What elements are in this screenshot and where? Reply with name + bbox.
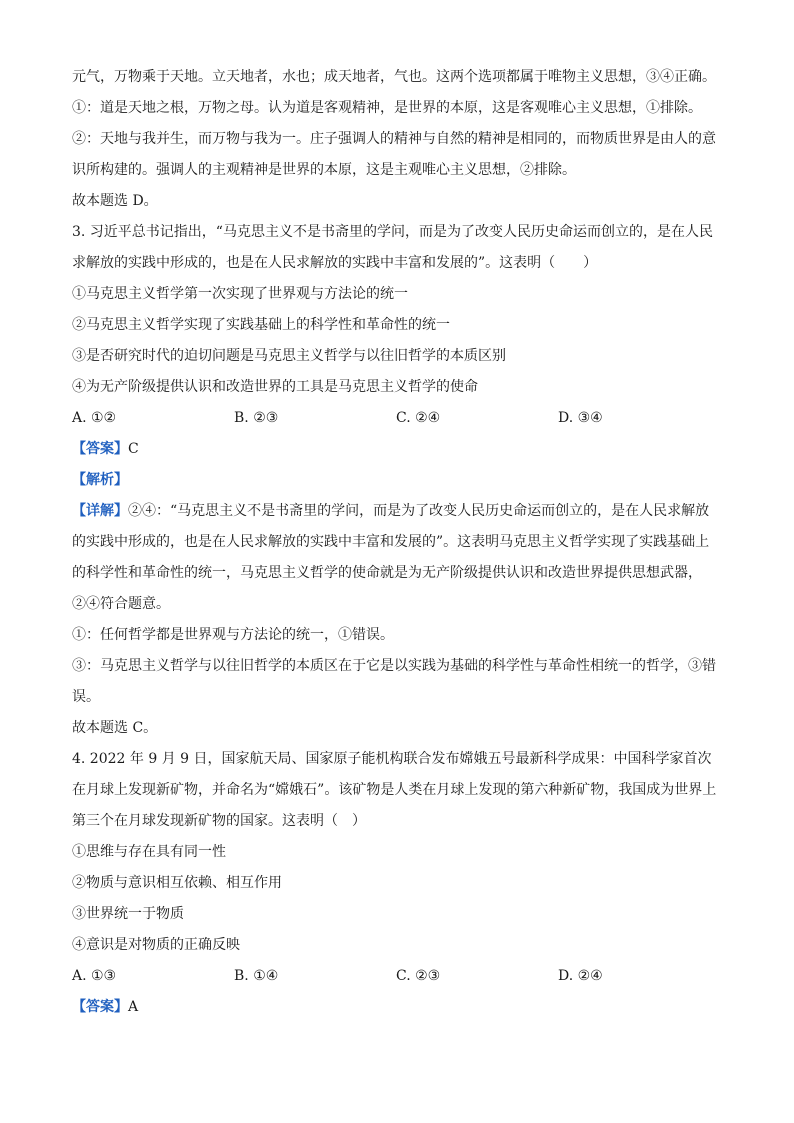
prev-analysis-para-3: ②：天地与我并生，而万物与我为一。庄子强调人的精神与自然的精神是相同的，而物质世界是由人的意识所构建的。强调人的主观精神是世界的本原，这是主观唯心主义思想，②排除。 [72, 131, 716, 178]
q4-answer-tag: 【答案】 [72, 999, 128, 1015]
q3-item-3: ③是否研究时代的迫切问题是马克思主义哲学与以往旧哲学的本质区别 [72, 348, 506, 364]
q4-option-a: A. ①③ [72, 968, 117, 984]
q3-option-a: A. ①② [72, 410, 117, 426]
q4-answer-value: A [128, 999, 139, 1015]
q3-detail-tag: 【详解】 [72, 503, 128, 519]
q4-option-b: B. ①④ [234, 968, 279, 984]
q4-stem: 4. 2022 年 9 月 9 日，国家航天局、国家原子能机构联合发布嫦娥五号最新科学成果：中国科学家首次在月球上发现新矿物，并命名为“嫦娥石”。该矿物是人类在月球上发现的第六种新矿物，我国成为世界上第三个在月球发现新矿物的国家。这表明（ ） [72, 751, 717, 829]
q3-options [72, 403, 722, 434]
q3-answer [72, 434, 722, 465]
q3-detail-text: ②④：“马克思主义不是书斋里的学问，而是为了改变人民历史命运而创立的，是在人民求解放的实践中形成的，也是在人民求解放的实践中丰富和发展的”。这表明马克思主义哲学实现了实践基础上的科学性和革命性的统一，马克思主义哲学的使命就是为无产阶级提供认识和改造世界提供思想武器，②④符合题意。 [72, 503, 710, 612]
prev-analysis-line-1: 元气，万物乘于天地。立天地者，水也；成天地者，气也。这两个选项都属于唯物主义思想，③④正确。 [72, 69, 716, 85]
q3-option-d: D. ③④ [558, 410, 603, 426]
document-page [72, 62, 722, 1023]
q3-answer-tag: 【答案】 [72, 441, 128, 457]
q4-option-d: D. ②④ [558, 968, 603, 984]
q4-item-4: ④意识是对物质的正确反映 [72, 937, 240, 953]
q4-answer [72, 992, 722, 1023]
q3-analysis-tag: 【解析】 [72, 472, 128, 488]
q3-item-4: ④为无产阶级提供认识和改造世界的工具是马克思主义哲学的使命 [72, 379, 478, 395]
q3-answer-value: C [128, 441, 139, 457]
q4-options [72, 961, 722, 992]
q4-option-c: C. ②③ [396, 968, 441, 984]
q4-item-3: ③世界统一于物质 [72, 906, 184, 922]
q3-option-c: C. ②④ [396, 410, 441, 426]
q4-item-2: ②物质与意识相互依赖、相互作用 [72, 875, 282, 891]
prev-analysis-line-2: ①：道是天地之根，万物之母。认为道是客观精神，是世界的本原，这是客观唯心主义思想，①排除。 [72, 100, 702, 116]
q3-point-1: ①：任何哲学都是世界观与方法论的统一，①错误。 [72, 627, 394, 643]
q4-item-1: ①思维与存在具有同一性 [72, 844, 226, 860]
q3-option-b: B. ②③ [234, 410, 279, 426]
q3-item-2: ②马克思主义哲学实现了实践基础上的科学性和革命性的统一 [72, 317, 450, 333]
prev-conclusion: 故本题选 D。 [72, 193, 158, 209]
q3-point-3: ③：马克思主义哲学与以往旧哲学的本质区在于它是以实践为基础的科学性与革命性相统一的哲学，③错误。 [72, 658, 716, 705]
q3-conclusion: 故本题选 C。 [72, 720, 158, 736]
q3-detail [72, 496, 722, 620]
q3-analysis-heading [72, 465, 722, 496]
q3-item-1: ①马克思主义哲学第一次实现了世界观与方法论的统一 [72, 286, 408, 302]
q3-stem: 3. 习近平总书记指出，“马克思主义不是书斋里的学问，而是为了改变人民历史命运而创立的，是在人民求解放的实践中形成的，也是在人民求解放的实践中丰富和发展的”。这表明（ ） [72, 224, 713, 271]
